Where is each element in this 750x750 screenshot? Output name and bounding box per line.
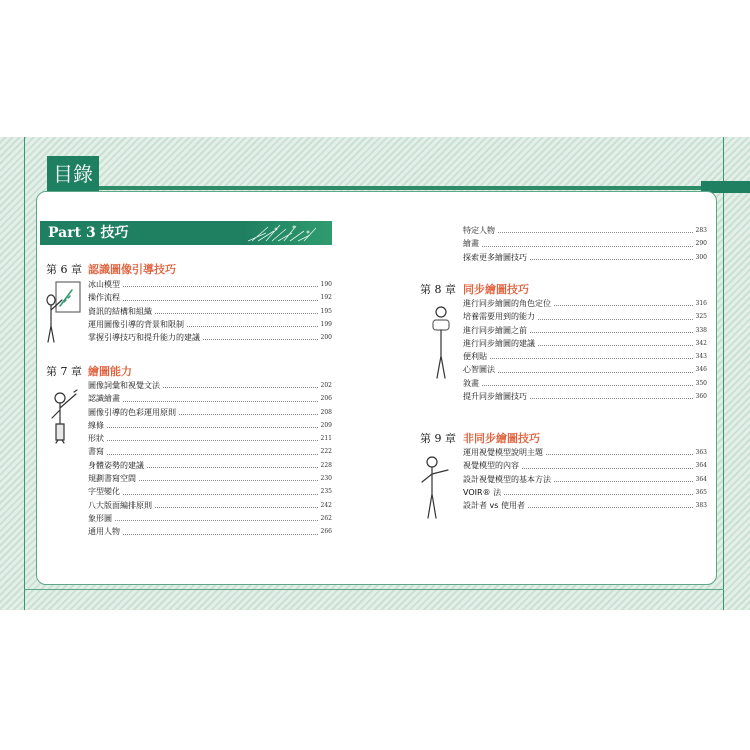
person-drawing-on-board-illustration <box>42 278 84 346</box>
person-waving-illustration <box>44 380 86 444</box>
toc-entry[interactable]: VOIR® 法 365 <box>463 487 707 497</box>
chapter-title: 非同步繪圖技巧 <box>463 432 540 445</box>
toc-entry[interactable]: 運用圖像引導的背景和限制 199 <box>88 319 332 329</box>
toc-entry[interactable]: 心智圖法 346 <box>463 365 707 375</box>
toc-entry[interactable]: 規劃書寫空間 230 <box>88 474 332 484</box>
toc-entry[interactable]: 進行同步繪圖之前 338 <box>463 325 707 335</box>
toc-entry[interactable]: 圖像詞彙和視覺文法 202 <box>88 381 332 390</box>
person-holding-card-illustration <box>424 300 460 382</box>
toc-entry[interactable]: 特定人物 283 <box>463 226 707 235</box>
bottom-rule <box>24 589 724 590</box>
toc-entry[interactable]: 形狀 211 <box>88 434 332 444</box>
page-title: 目錄 <box>47 156 99 192</box>
toc-list <box>463 446 707 512</box>
toc-entry[interactable]: 便利貼 343 <box>463 352 707 362</box>
toc-entry[interactable]: 探索更多繪圖技巧 300 <box>463 252 707 262</box>
toc-entry[interactable]: 繪畫 290 <box>463 239 707 249</box>
toc-entry[interactable]: 認識繪畫 206 <box>88 394 332 404</box>
person-presenting-illustration <box>418 452 458 524</box>
part-label: Part 3 技巧 <box>48 225 129 241</box>
toc-list <box>88 278 332 344</box>
toc-entry[interactable]: 圖像引導的色彩運用原則 208 <box>88 407 332 417</box>
toc-list <box>463 297 707 403</box>
toc-entry[interactable]: 進行同步繪圖的角色定位 316 <box>463 299 707 308</box>
toc-entry[interactable]: 提升同步繪圖技巧 360 <box>463 392 707 402</box>
toc-entry[interactable]: 身體姿勢的建議 228 <box>88 460 332 470</box>
chapter-number: 第 7 章 <box>46 365 82 378</box>
toc-entry[interactable]: 冰山模型 190 <box>88 280 332 289</box>
chapter-number: 第 9 章 <box>420 432 456 445</box>
sparkle-icon <box>246 223 326 243</box>
toc-entry[interactable]: 設計視覺模型的基本方法 364 <box>463 474 707 484</box>
chapter-title: 繪圖能力 <box>88 365 132 378</box>
toc-entry[interactable]: 設計者 vs 使用者 383 <box>463 501 707 511</box>
toc-entry[interactable]: 進行同步繪圖的建議 342 <box>463 338 707 348</box>
toc-list <box>463 224 707 264</box>
chapter-number: 第 8 章 <box>420 283 456 296</box>
toc-entry[interactable]: 通用人物 266 <box>88 527 332 537</box>
toc-entry[interactable]: 資訊的結構和組織 195 <box>88 306 332 316</box>
header-rule <box>99 186 750 190</box>
toc-entry[interactable]: 書寫 222 <box>88 447 332 457</box>
toc-list <box>88 379 332 539</box>
toc-entry[interactable]: 敘畫 350 <box>463 378 707 388</box>
toc-entry[interactable]: 運用視覺模型說明主題 363 <box>463 448 707 457</box>
chapter-number: 第 6 章 <box>46 263 82 276</box>
part-banner <box>40 221 332 245</box>
toc-entry[interactable]: 掌握引導技巧和提升能力的建議 200 <box>88 333 332 343</box>
toc-entry[interactable]: 培養需要用到的能力 325 <box>463 312 707 322</box>
toc-entry[interactable]: 線條 209 <box>88 420 332 430</box>
toc-entry[interactable]: 字型變化 235 <box>88 487 332 497</box>
toc-entry[interactable]: 視覺模型的內容 364 <box>463 461 707 471</box>
chapter-title: 認識圖像引導技巧 <box>88 263 176 276</box>
chapter-title: 同步繪圖技巧 <box>463 283 529 296</box>
toc-entry[interactable]: 操作流程 192 <box>88 293 332 303</box>
toc-entry[interactable]: 象形圖 262 <box>88 513 332 523</box>
toc-entry[interactable]: 八大版面編排原則 242 <box>88 500 332 510</box>
